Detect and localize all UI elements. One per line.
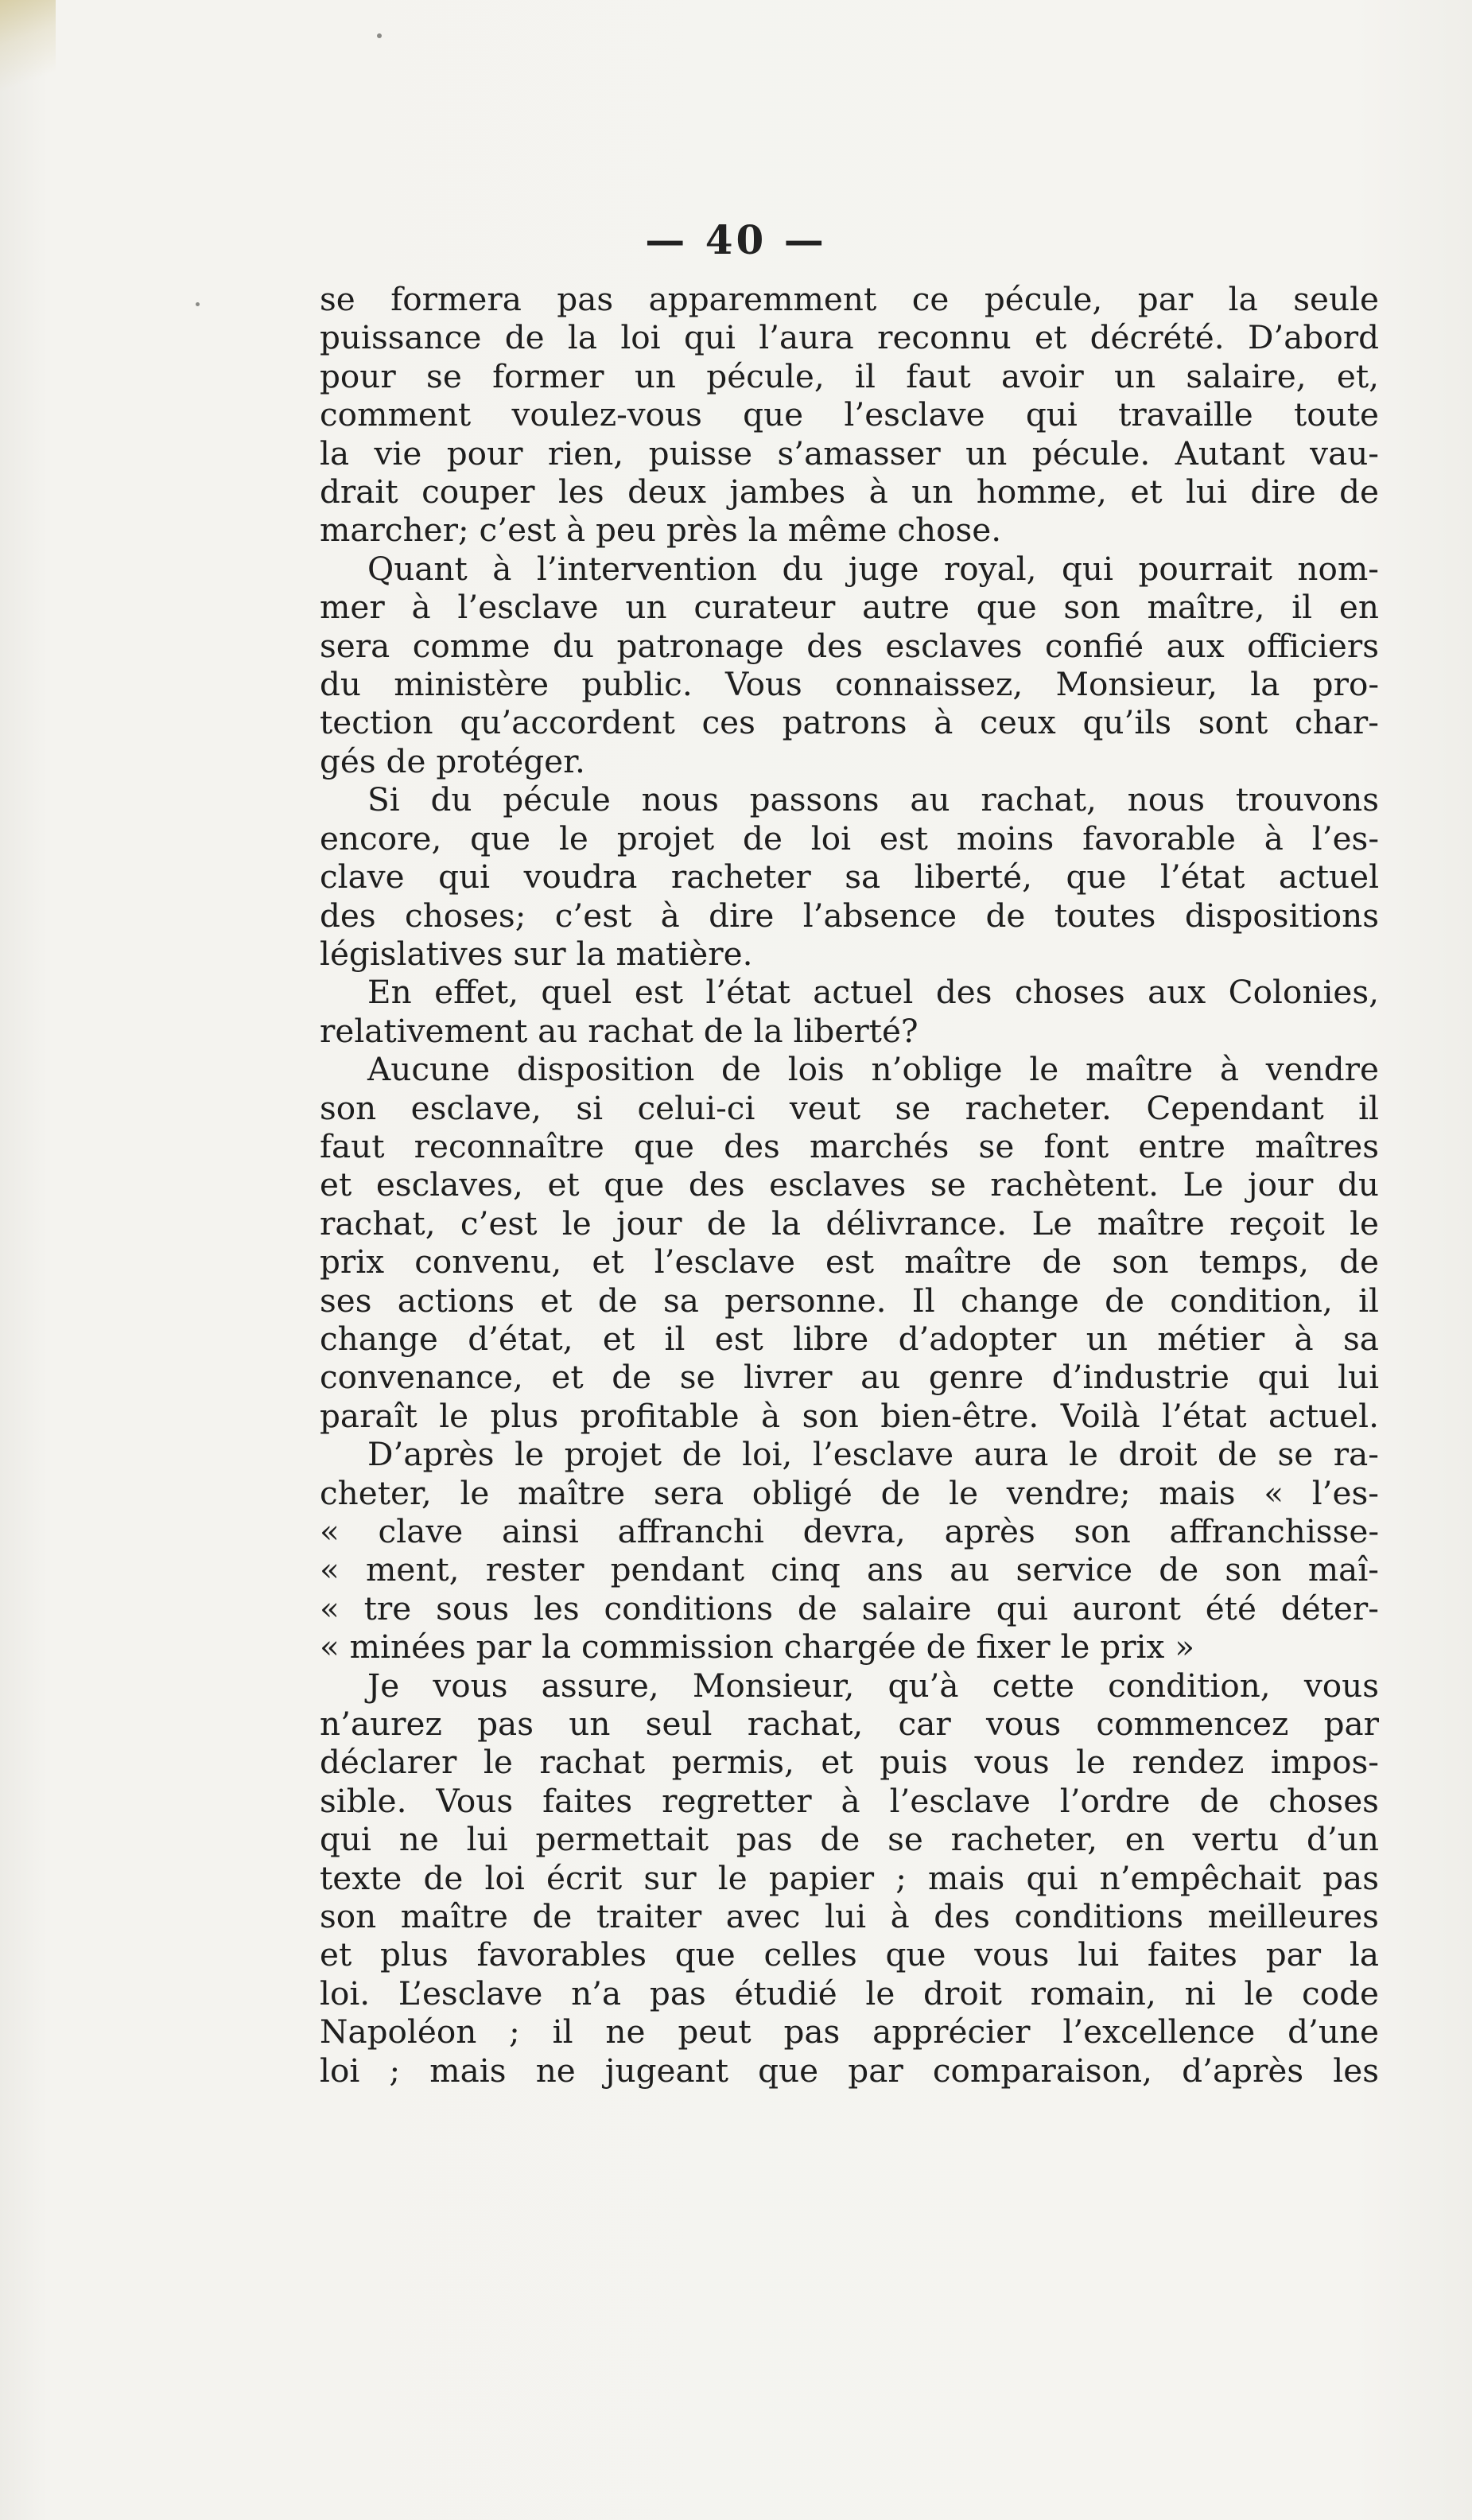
text-line: Quant à l’intervention du juge royal, qui pourrait nom- [367,549,1379,588]
text-line: paraît le plus profitable à son bien-être. Voilà l’état actuel. [320,1396,1379,1435]
text-line: Napoléon ; il ne peut pas apprécier l’excellence d’une [320,2012,1380,2051]
text-line: puissance de la loi qui l’aura reconnu et décrété. D’abord [320,318,1380,357]
text-line: D’après le projet de loi, l’esclave aura le droit de se ra- [367,1435,1379,1474]
text-line: marcher; c’est à peu près la même chose. [320,511,1002,550]
text-line: rachat, c’est le jour de la délivrance. Le maître reçoit le [320,1204,1379,1242]
text-line: qui ne lui permettait pas de se racheter, en vertu d’un [320,1820,1379,1859]
text-line: encore, que le projet de loi est moins favorable à l’es- [320,819,1379,858]
text-line: Aucune disposition de lois n’oblige le maître à vendre [367,1050,1379,1089]
paper-speck [377,33,382,38]
page-number: — 40 — [645,216,827,263]
text-line: convenance, et de se livrer au genre d’industrie qui lui [320,1358,1380,1397]
text-line: En effet, quel est l’état actuel des choses aux Colonies, [367,973,1380,1012]
body-text [320,280,1379,2090]
text-line: gés de protéger. [320,741,585,780]
text-line: législatives sur la matière. [320,934,753,973]
text-line: clave qui voudra racheter sa liberté, que l’état actuel [320,858,1380,896]
text-line: « minées par la commission chargée de fixer le prix » [320,1628,1195,1666]
text-line: relativement au rachat de la liberté? [320,1011,919,1050]
text-line: et plus favorables que celles que vous lui faites par la [320,1935,1379,1974]
page-corner-shade [0,0,56,111]
text-line: tection qu’accordent ces patrons à ceux qu’ils sont char- [320,703,1379,742]
text-line: des choses; c’est à dire l’absence de toutes dispositions [320,896,1380,935]
text-line: drait couper les deux jambes à un homme, et lui dire de [320,472,1380,511]
text-line: sera comme du patronage des esclaves confié aux officiers [320,626,1380,665]
text-line: loi. L’esclave n’a pas étudié le droit romain, ni le code [320,1974,1380,2012]
text-line: son esclave, si celui-ci veut se racheter. Cependant il [320,1088,1380,1127]
text-line: cheter, le maître sera obligé de le vendre; mais « l’es- [320,1473,1379,1512]
text-line: du ministère public. Vous connaissez, Monsieur, la pro- [320,665,1380,704]
paper-speck [196,302,200,306]
text-line: texte de loi écrit sur le papier ; mais qui n’empêchait pas [320,1858,1379,1897]
text-line: change d’état, et il est libre d’adopter un métier à sa [320,1319,1379,1358]
text-line: sible. Vous faites regretter à l’esclave l’ordre de choses [320,1781,1379,1820]
text-line: Je vous assure, Monsieur, qu’à cette condition, vous [367,1666,1379,1705]
text-line: « ment, rester pendant cinq ans au service de son maî- [320,1550,1379,1589]
text-line: son maître de traiter avec lui à des conditions meilleures [320,1897,1379,1936]
text-line: « clave ainsi affranchi devra, après son affranchisse- [320,1512,1380,1550]
text-line: et esclaves, et que des esclaves se rachètent. Le jour du [320,1165,1380,1204]
text-line: déclarer le rachat permis, et puis vous le rendez impos- [320,1743,1379,1782]
text-line: faut reconnaître que des marchés se font entre maîtres [320,1126,1380,1165]
text-line: comment voulez-vous que l’esclave qui travaille toute [320,395,1379,434]
text-line: ses actions et de sa personne. Il change de condition, il [320,1281,1380,1320]
text-line: loi ; mais ne jugeant que par comparaison, d’après les [320,2051,1380,2090]
text-line: pour se former un pécule, il faut avoir un salaire, et, [320,356,1380,395]
text-line: mer à l’esclave un curateur autre que son maître, il en [320,588,1379,627]
text-line: la vie pour rien, puisse s’amasser un pécule. Autant vau- [320,434,1379,472]
text-line: n’aurez pas un seul rachat, car vous commencez par [320,1705,1380,1744]
text-line: se formera pas apparemment ce pécule, par la seule [320,280,1380,318]
text-line: Si du pécule nous passons au rachat, nous trouvons [367,780,1379,819]
text-line: « tre sous les conditions de salaire qui auront été déter- [320,1589,1379,1628]
text-line: prix convenu, et l’esclave est maître de son temps, de [320,1242,1379,1281]
